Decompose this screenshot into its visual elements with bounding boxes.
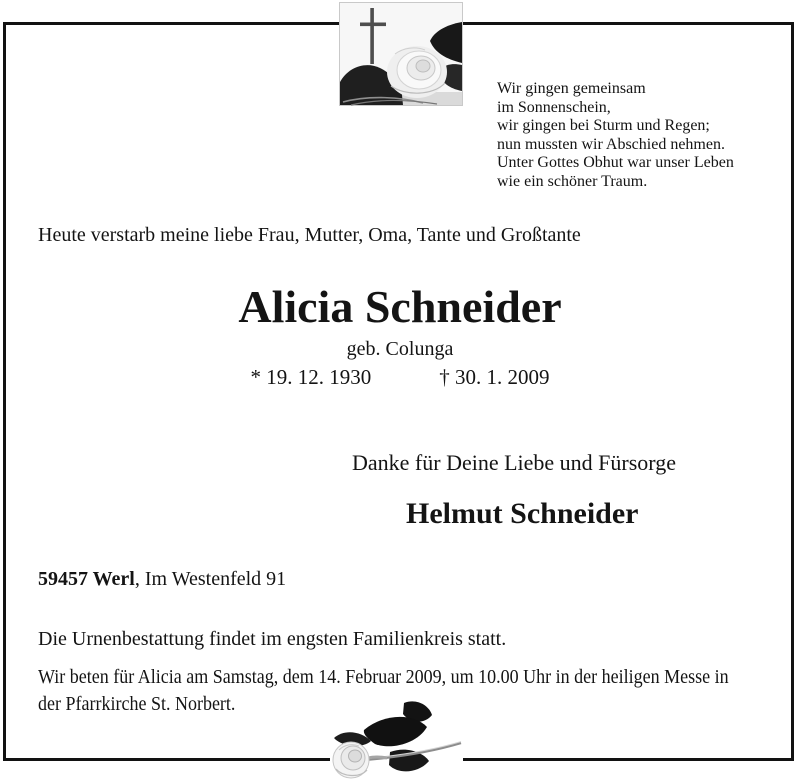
memorial-poem [497,80,734,191]
poem-line: im Sonnenschein, [497,98,611,116]
poem-line: nun mussten wir Abschied nehmen. [497,135,725,153]
cross-and-rose-image [339,2,463,106]
poem-line: Wir gingen gemeinsam [497,80,646,97]
rose-icon [333,742,369,778]
rose-icon [387,46,447,98]
mass-note-line: der Pfarrkirche St. Norbert. [38,693,236,715]
address-city: 59457 Werl [38,568,135,590]
cross-and-rose-photo [339,2,463,106]
thanks-line: Danke für Deine Liebe und Fürsorge [352,450,676,475]
maiden-name: geb. Colunga [346,338,454,360]
mass-note-line: Wir beten für Alicia am Samstag, dem 14. Februar 2009, um 10.00 Uhr in der heiligen Messe in [38,666,729,688]
mass-note [38,664,729,718]
burial-note: Die Urnenbestattung findet im engsten Familienkreis statt. [38,628,507,650]
poem-line: wie ein schöner Traum. [497,172,648,190]
poem-line: Unter Gottes Obhut war unser Leben [497,154,734,171]
intro-line: Heute verstarb meine liebe Frau, Mutter, Oma, Tante und Großtante [38,224,581,246]
birth-date: * 19. 12. 1930 [250,365,372,389]
poem-line: wir gingen bei Sturm und Regen; [497,117,710,134]
mourner-name: Helmut Schneider [406,497,639,530]
death-date: † 30. 1. 2009 [439,365,550,389]
address-line [38,568,286,591]
address-street: , Im Westenfeld 91 [134,568,287,590]
deceased-name: Alicia Schneider [238,281,562,332]
life-dates [0,365,800,390]
